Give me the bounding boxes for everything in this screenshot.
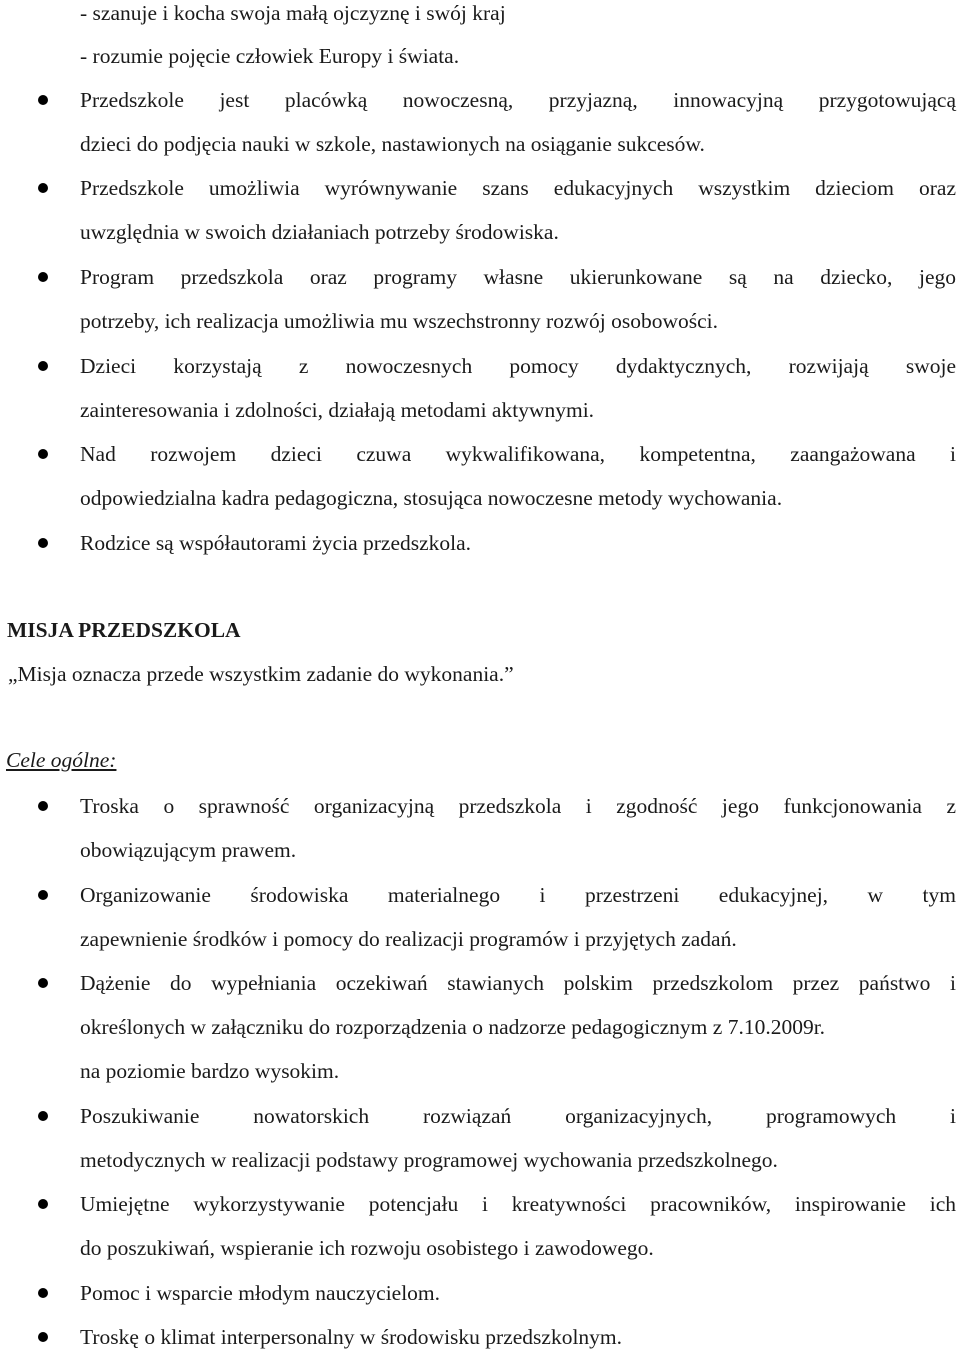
goals-heading: Cele ogólne: [6, 748, 117, 772]
list-item-line: Troska o sprawność organizacyjną przedszkola i zgodność jego funkcjonowania z [80, 794, 956, 818]
list-item-line: Umiejętne wykorzystywanie potencjału i kreatywności pracowników, inspirowanie ich [80, 1192, 956, 1216]
list-item-line: Przedszkole umożliwia wyrównywanie szans edukacyjnych wszystkim dzieciom oraz [80, 176, 956, 200]
bullet-icon [38, 183, 48, 193]
list-item-line: potrzeby, ich realizacja umożliwia mu wszechstronny rozwój osobowości. [80, 309, 719, 333]
list-item-line: Organizowanie środowiska materialnego i przestrzeni edukacyjnej, w tym [80, 883, 956, 907]
list-item-line: Program przedszkola oraz programy własne ukierunkowane są na dziecko, jego [80, 265, 956, 289]
list-item-line: Rodzice są współautorami życia przedszkola. [80, 531, 472, 555]
list-item-line: Nad rozwojem dzieci czuwa wykwalifikowana, kompetentna, zaangażowana i [80, 442, 956, 466]
mission-text: „Misja oznacza przede wszystkim zadanie do wykonania.” [8, 662, 514, 686]
list-item-line: Dążenie do wypełniania oczekiwań stawianych polskim przedszkolom przez państwo i [80, 971, 956, 995]
list-item-line: określonych w załączniku do rozporządzenia o nadzorze pedagogicznym z 7.10.2009r. [80, 1015, 826, 1039]
bullet-icon [38, 978, 48, 988]
list-item-line: odpowiedzialna kadra pedagogiczna, stosująca nowoczesne metody wychowania. [80, 486, 783, 510]
mission-heading: MISJA PRZEDSZKOLA [7, 618, 241, 642]
intro-line: - szanuje i kocha swoja małą ojczyznę i swój kraj [80, 1, 506, 25]
bullet-icon [38, 1199, 48, 1209]
list-item-line: dzieci do podjęcia nauki w szkole, nastawionych na osiąganie sukcesów. [80, 132, 705, 156]
list-item-line: na poziomie bardzo wysokim. [80, 1059, 340, 1083]
bullet-icon [38, 538, 48, 548]
list-item-line: zapewnienie środków i pomocy do realizacji programów i przyjętych zadań. [80, 927, 737, 951]
bullet-icon [38, 272, 48, 282]
list-item-line: Pomoc i wsparcie młodym nauczycielom. [80, 1281, 441, 1305]
bullet-icon [38, 890, 48, 900]
list-item-line: Przedszkole jest placówką nowoczesną, przyjazną, innowacyjną przygotowującą [80, 88, 956, 112]
list-item-line: uwzględnia w swoich działaniach potrzeby środowiska. [80, 220, 559, 244]
list-item-line: metodycznych w realizacji podstawy programowej wychowania przedszkolnego. [80, 1148, 778, 1172]
bullet-icon [38, 1332, 48, 1342]
list-item-line: do poszukiwań, wspieranie ich rozwoju osobistego i zawodowego. [80, 1236, 654, 1260]
bullet-icon [38, 361, 48, 371]
bullet-icon [38, 1111, 48, 1121]
bullet-icon [38, 449, 48, 459]
list-item-line: Poszukiwanie nowatorskich rozwiązań organizacyjnych, programowych i [80, 1104, 956, 1128]
intro-line: - rozumie pojęcie człowiek Europy i świata. [80, 44, 460, 68]
list-item-line: obowiązującym prawem. [80, 838, 297, 862]
bullet-icon [38, 801, 48, 811]
bullet-icon [38, 95, 48, 105]
list-item-line: zainteresowania i zdolności, działają metodami aktywnymi. [80, 398, 595, 422]
bullet-icon [38, 1288, 48, 1298]
list-item-line: Troskę o klimat interpersonalny w środowisku przedszkolnym. [80, 1325, 623, 1349]
list-item-line: Dzieci korzystają z nowoczesnych pomocy dydaktycznych, rozwijają swoje [80, 354, 956, 378]
